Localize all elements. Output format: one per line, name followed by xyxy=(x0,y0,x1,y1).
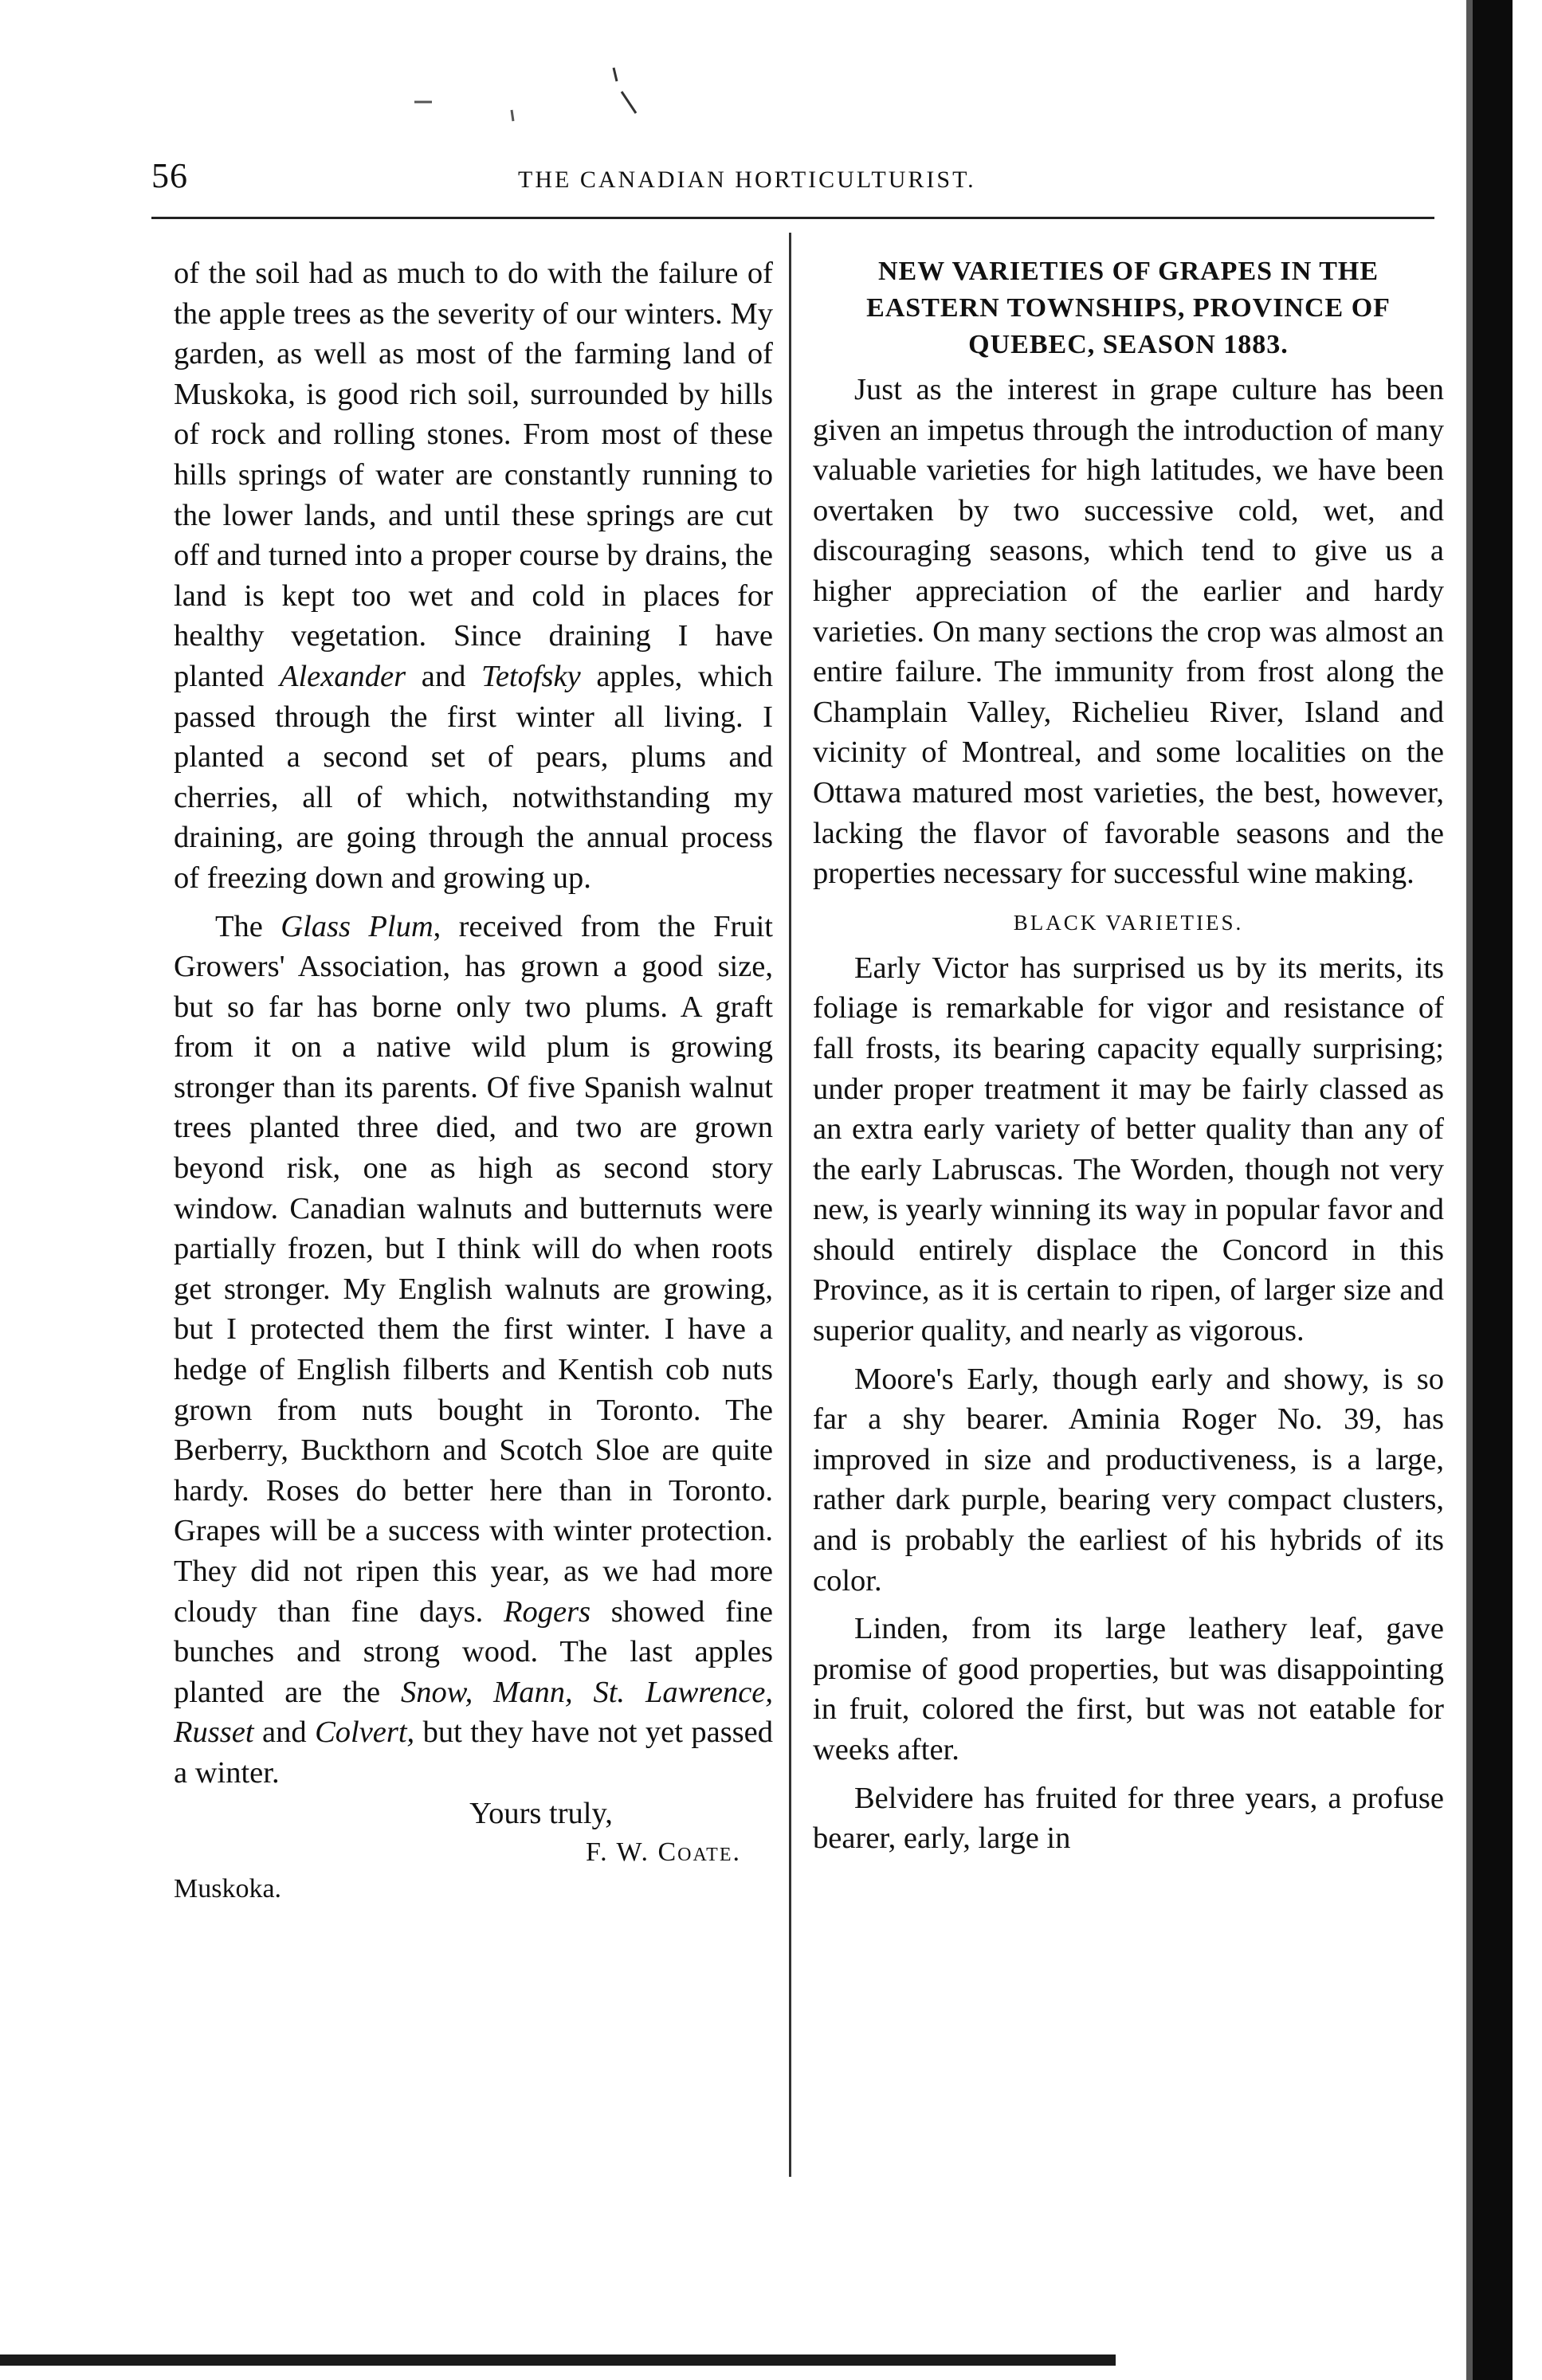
letter-signature xyxy=(174,1833,773,1872)
page-number: 56 xyxy=(151,156,188,195)
article-title: NEW VARIETIES OF GRAPES IN THE EASTERN TOWNSHIPS, PROVINCE OF QUEBEC, SEASON 1883. xyxy=(866,257,1391,359)
text-run: and xyxy=(253,1715,316,1750)
italic-run: Alexander xyxy=(279,659,406,693)
text-run: and xyxy=(406,659,481,693)
italic-run: Snow, Mann, St. Lawrence, Russet xyxy=(174,1675,773,1750)
letter-place: Muskoka. xyxy=(174,1873,282,1904)
text-run: The xyxy=(215,909,281,943)
scan-speck xyxy=(622,92,636,113)
column-divider xyxy=(789,233,791,2177)
text-run: but they have not yet passed a winter. xyxy=(174,1715,774,1790)
right-paragraph-1: Early Victor has surprised us by its merits, its foliage is remarkable for vigor and resistance of fall frosts, its bearing capacity equally surprising; under proper treatment it may be fairly classed as an extra early variety of better quality than any of the early Labruscas. The Worden, though not very new, is yearly winning its way in popular favor and should entirely displace the Concord in this Province, as it is certain to ripen, of larger size and superior quality, and nearly as vigorous. xyxy=(813,951,1444,1348)
left-paragraph-2 xyxy=(174,907,773,1794)
header-rule xyxy=(151,217,1434,219)
right-paragraph-4: Belvidere has fruited for three years, a profuse bearer, early, large in xyxy=(813,1781,1444,1856)
scan-edge-bar xyxy=(1473,0,1513,2380)
italic-run: Colvert, xyxy=(315,1715,415,1750)
letter-signoff: Yours truly, xyxy=(469,1796,613,1830)
right-column xyxy=(813,253,1444,1859)
signature-surname: Coate. xyxy=(657,1837,741,1867)
running-title: THE CANADIAN HORTICULTURIST. xyxy=(518,167,976,193)
text-run: of the soil had as much to do with the failure of the apple trees as the severity of our winters. My garden, as well as most of the farming land of Muskoka, is good rich soil, surrounded by hills of rock and rolling stones. From most of these hills springs of water are constantly running to the lower lands, and until these springs are cut off and turned into a proper course by drains, the land is kept too wet and cold in places for healthy vegetation. Since draining I have planted xyxy=(174,257,773,693)
page-header xyxy=(151,155,1438,203)
right-paragraph-3: Linden, from its large leathery leaf, gave promise of good properties, but was disappointing in fruit, colored the first, but was not eatable for weeks after. xyxy=(813,1612,1444,1766)
section-heading: BLACK VARIETIES. xyxy=(1013,910,1244,935)
scan-speck xyxy=(512,110,513,121)
scan-bottom-bar xyxy=(0,2355,1116,2366)
scan-specks xyxy=(383,64,685,127)
text-run: showed fine bunches and strong wood. The last apples planted are the xyxy=(174,1594,773,1709)
signature-initials: F. W. xyxy=(585,1837,658,1867)
italic-run: Tetofsky xyxy=(481,659,581,693)
italic-run: Glass Plum xyxy=(281,909,434,943)
left-paragraph-1 xyxy=(174,253,773,899)
italic-run: Rogers xyxy=(504,1594,591,1629)
text-run: apples, which passed through the first winter all living. I planted a second set of pears, plums and cherries, all of which, notwithstanding my draining, are going through the annual process of freezing down and growing up. xyxy=(174,659,773,895)
right-paragraph-2: Moore's Early, though early and showy, is so far a shy bearer. Aminia Roger No. 39, has improved in size and productiveness, is a large, rather dark purple, bearing very compact clusters, and is probably the earliest of his hybrids of its color. xyxy=(813,1362,1444,1598)
scan-speck xyxy=(614,68,617,81)
left-column xyxy=(174,253,773,1907)
intro-paragraph: Just as the interest in grape culture has been given an impetus through the introduction of many valuable varieties for high latitudes, we have been overtaken by two successive cold, wet, and discouraging seasons, which tend to give us a higher appreciation of the earlier and hardy varieties. On many sections the crop was almost an entire failure. The immunity from frost along the Champlain Valley, Richelieu River, Island and vicinity of Montreal, and some localities on the Ottawa matured most varieties, the best, however, lacking the flavor of favorable seasons and the properties necessary for successful wine making. xyxy=(813,373,1444,891)
text-run: , received from the Fruit Growers' Association, has grown a good size, but so far has borne only two plums. A graft from it on a native wild plum is growing stronger than its parents. Of five Spanish walnut trees planted three died, and two are grown beyond risk, one as high as second story window. Canadian walnuts and butternuts were partially frozen, but I think will do when roots get stronger. My English walnuts are growing, but I protected them the first winter. I have a hedge of English filberts and Kentish cob nuts grown from nuts bought in Toronto. The Berberry, Buckthorn and Scotch Sloe are quite hardy. Roses do better here than in Toronto. Grapes will be a success with winter protection. They did not ripen this year, as we had more cloudy than fine days. xyxy=(174,909,774,1629)
